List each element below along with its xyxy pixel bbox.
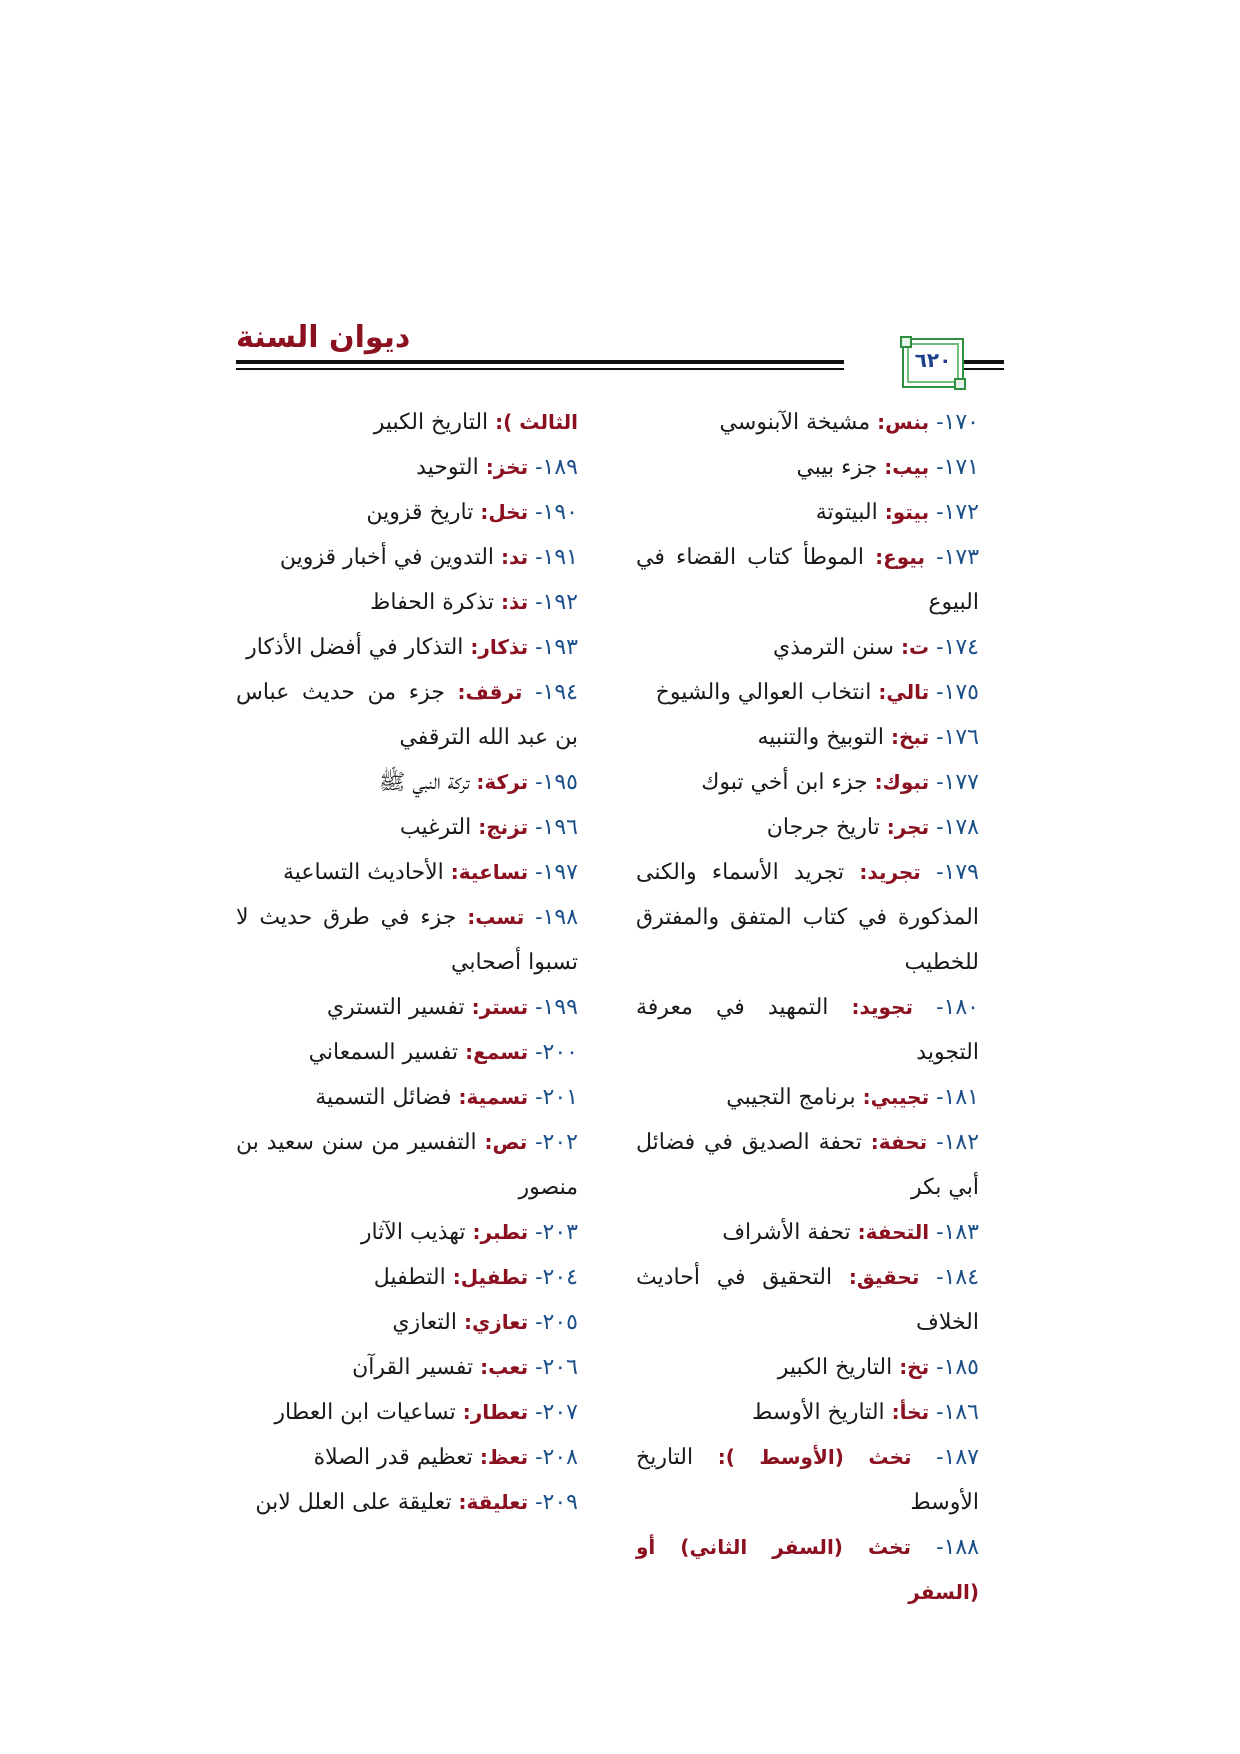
index-entry	[636, 985, 979, 1075]
index-entry	[236, 535, 578, 580]
index-entry	[236, 805, 578, 850]
entry-number: ١٨٤-	[936, 1265, 980, 1290]
index-entry	[236, 1030, 578, 1075]
entry-symbol: تزنج:	[478, 815, 529, 839]
entry-title: جزء من حديث عباس بن عبد الله الترقفي	[236, 680, 578, 750]
entry-symbol: تخث (الأوسط ):	[717, 1445, 912, 1469]
entry-title: الترغيب	[399, 815, 472, 840]
entry-symbol: تسب:	[467, 905, 525, 929]
index-entry	[236, 895, 578, 985]
entry-number: ٢٠٠-	[535, 1040, 578, 1065]
entry-title: تحفة الصديق في فضائل أبي بكر	[636, 1130, 979, 1200]
index-entry	[236, 1255, 578, 1300]
index-entry	[636, 400, 979, 445]
index-entry	[236, 445, 578, 490]
entry-title: انتخاب العوالي والشيوخ	[655, 680, 872, 705]
entry-number: ١٩٩-	[535, 995, 578, 1020]
entry-symbol: تجيبي:	[862, 1085, 930, 1109]
index-entry	[236, 760, 578, 805]
entry-number: ١٩١-	[535, 545, 578, 570]
entry-symbol: ت:	[901, 635, 930, 659]
entry-title: التطفيل	[373, 1265, 446, 1290]
entry-symbol: تطفيل:	[452, 1265, 529, 1289]
index-entry	[236, 400, 578, 445]
header-rule-right	[964, 360, 1004, 364]
header-rule-right-thin	[964, 368, 1004, 370]
header-rule-thin	[236, 368, 844, 370]
entry-title: مشيخة الآبنوسي	[719, 410, 871, 435]
index-entry	[636, 625, 979, 670]
index-entry	[636, 760, 979, 805]
index-entry	[236, 1075, 578, 1120]
index-entry	[636, 1525, 979, 1615]
entry-title: تجريد الأسماء والكنى المذكورة في كتاب المتفق والمفترق للخطيب	[636, 860, 979, 975]
entry-title: الأحاديث التساعية	[282, 860, 444, 885]
entry-title: تفسير القرآن	[352, 1355, 474, 1380]
entry-number: ٢٠١-	[535, 1085, 578, 1110]
entry-symbol: تخأ:	[891, 1400, 930, 1424]
entry-number: ١٨٠-	[936, 995, 979, 1020]
index-entry	[236, 1435, 578, 1480]
entry-symbol: تخز:	[485, 455, 529, 479]
entry-title: جزء ابن أخي تبوك	[701, 770, 868, 795]
entry-number: ١٩٤-	[535, 680, 578, 705]
index-entry	[236, 580, 578, 625]
entry-number: ١٧٣-	[936, 545, 980, 570]
entry-symbol: تعازي:	[463, 1310, 529, 1334]
entry-number: ١٧٨-	[936, 815, 979, 840]
entry-number: ١٨٦-	[936, 1400, 979, 1425]
entry-number: ١٨٨-	[936, 1535, 980, 1560]
index-entry	[236, 1390, 578, 1435]
entry-symbol: تسمية:	[458, 1085, 529, 1109]
entry-number: ١٩٢-	[535, 590, 578, 615]
entry-number: ١٩٨-	[535, 905, 579, 930]
entry-symbol: التحفة:	[857, 1220, 930, 1244]
entry-number: ١٧٩-	[936, 860, 979, 885]
entry-title: تفسير السمعاني	[308, 1040, 459, 1065]
entry-title: تاريخ قزوين	[366, 500, 474, 525]
entry-title: سنن الترمذي	[773, 635, 894, 660]
entry-title: تساعيات ابن العطار	[274, 1400, 456, 1425]
index-entry	[636, 1120, 979, 1210]
entry-number: ١٨٢-	[936, 1130, 980, 1155]
entry-symbol: تالي:	[878, 680, 930, 704]
index-entry	[636, 1435, 979, 1525]
entry-number: ١٧٠-	[936, 410, 979, 435]
entry-title: تفسير التستري	[326, 995, 465, 1020]
right-column	[636, 400, 979, 1615]
index-entry	[636, 850, 979, 985]
entry-symbol: تص:	[484, 1130, 528, 1154]
entry-title: الموطأ كتاب القضاء في البيوع	[636, 545, 979, 615]
index-entry	[636, 445, 979, 490]
entry-number: ١٩٧-	[535, 860, 578, 885]
entry-number: ١٧٦-	[936, 725, 979, 750]
page-header	[236, 318, 1004, 398]
entry-symbol: ترقف:	[457, 680, 523, 704]
entry-symbol: تخث (السفر الثاني) أو (السفر	[636, 1535, 979, 1604]
entry-symbol: تعطار:	[462, 1400, 529, 1424]
index-entry	[236, 625, 578, 670]
entry-symbol: تعب:	[480, 1355, 529, 1379]
left-column	[236, 400, 578, 1525]
entry-symbol: تبخ:	[891, 725, 930, 749]
entry-title: التذكار في أفضل الأذكار	[246, 635, 464, 660]
entry-number: ١٨٥-	[936, 1355, 979, 1380]
header-rule	[236, 360, 844, 364]
index-entry	[636, 1345, 979, 1390]
entry-number: ١٧٥-	[936, 680, 979, 705]
entry-title: التحقيق في أحاديث الخلاف	[636, 1265, 979, 1335]
entry-title: تركة النبي ﷺ	[378, 770, 470, 795]
entry-number: ١٧١-	[936, 455, 979, 480]
entry-title: التوحيد	[416, 455, 479, 480]
entry-title: جزء بيبي	[796, 455, 878, 480]
entry-title: تحفة الأشراف	[722, 1220, 851, 1245]
entry-title: التمهيد في معرفة التجويد	[636, 995, 979, 1065]
entry-title: التاريخ الكبير	[373, 410, 489, 435]
entry-title: تاريخ جرجان	[766, 815, 880, 840]
entry-symbol: تجريد:	[859, 860, 921, 884]
entry-title: تعظيم قدر الصلاة	[313, 1445, 473, 1470]
entry-number: ٢٠٩-	[535, 1490, 578, 1515]
entry-number: ٢٠٣-	[535, 1220, 578, 1245]
index-entry	[236, 850, 578, 895]
entry-number: ٢٠٤-	[535, 1265, 578, 1290]
index-entry	[636, 670, 979, 715]
entry-symbol: تبوك:	[874, 770, 930, 794]
entry-symbol: الثالث ):	[495, 410, 578, 434]
entry-number: ٢٠٥-	[535, 1310, 578, 1335]
index-entry	[636, 1390, 979, 1435]
index-entry	[636, 715, 979, 760]
entry-symbol: تطبر:	[472, 1220, 529, 1244]
entry-symbol: تجر:	[886, 815, 930, 839]
entry-number: ٢٠٧-	[535, 1400, 578, 1425]
entry-title: التاريخ الأوسط	[751, 1400, 885, 1425]
entry-symbol: تساعية:	[450, 860, 529, 884]
entry-title: برنامج التجيبي	[726, 1085, 856, 1110]
entry-symbol: تحفة:	[870, 1130, 928, 1154]
entry-number: ١٧٤-	[936, 635, 979, 660]
entry-title: التاريخ الكبير	[777, 1355, 893, 1380]
entry-title: تذكرة الحفاظ	[370, 590, 495, 615]
entry-title: تعليقة على العلل لابن	[255, 1490, 452, 1515]
index-entry	[236, 670, 578, 760]
index-entry	[236, 1480, 578, 1525]
entry-symbol: تد:	[501, 545, 529, 569]
entry-number: ٢٠٨-	[535, 1445, 578, 1470]
entry-title: التفسير من سنن سعيد بن منصور	[236, 1130, 578, 1200]
entry-symbol: تستر:	[471, 995, 529, 1019]
entry-number: ١٧٢-	[936, 500, 979, 525]
index-entry	[636, 490, 979, 535]
entry-symbol: تركة:	[476, 770, 529, 794]
entry-number: ١٨٧-	[936, 1445, 979, 1470]
entry-number: ١٩٠-	[535, 500, 578, 525]
entry-symbol: تذكار:	[470, 635, 529, 659]
entry-number: ١٩٦-	[535, 815, 578, 840]
entry-number: ١٨١-	[936, 1085, 979, 1110]
entry-number: ١٩٥-	[535, 770, 578, 795]
entry-title: التاريخ الأوسط	[636, 1445, 979, 1515]
index-entry	[236, 1345, 578, 1390]
index-entry	[636, 1210, 979, 1255]
entry-number: ١٨٩-	[535, 455, 578, 480]
entry-number: ١٨٣-	[936, 1220, 979, 1245]
index-entry	[236, 1210, 578, 1255]
index-entry	[636, 1075, 979, 1120]
entry-symbol: تعظ:	[479, 1445, 529, 1469]
entry-symbol: تخ:	[899, 1355, 930, 1379]
page-number: ٦٢٠	[914, 348, 952, 372]
book-title: ديوان السنة	[236, 320, 411, 355]
entry-title: فضائل التسمية	[315, 1085, 452, 1110]
entry-symbol: تحقيق:	[848, 1265, 920, 1289]
entry-title: التدوين في أخبار قزوين	[279, 545, 495, 570]
entry-symbol: بيتو:	[884, 500, 930, 524]
entry-title: التعازي	[392, 1310, 457, 1335]
index-entry	[236, 490, 578, 535]
index-entry	[636, 805, 979, 850]
page-number-frame	[902, 338, 964, 388]
index-entry	[236, 985, 578, 1030]
index-entry	[636, 535, 979, 625]
entry-symbol: بيب:	[884, 455, 930, 479]
entry-title: البيتوتة	[815, 500, 878, 525]
index-entry	[236, 1300, 578, 1345]
entry-symbol: بيوع:	[875, 545, 925, 569]
index-entry	[636, 1255, 979, 1345]
entry-number: ٢٠٦-	[535, 1355, 578, 1380]
entry-symbol: تذ:	[501, 590, 529, 614]
entry-title: التوبيخ والتنبيه	[757, 725, 885, 750]
entry-symbol: تعليقة:	[458, 1490, 529, 1514]
entry-number: ١٧٧-	[936, 770, 979, 795]
entry-title: جزء في طرق حديث لا تسبوا أصحابي	[236, 905, 578, 975]
entry-symbol: بنس:	[877, 410, 930, 434]
index-entry	[236, 1120, 578, 1210]
entry-symbol: تجويد:	[851, 995, 914, 1019]
entry-number: ٢٠٢-	[535, 1130, 578, 1155]
entry-number: ١٩٣-	[535, 635, 578, 660]
entry-symbol: تسمع:	[465, 1040, 529, 1064]
entry-title: تهذيب الآثار	[360, 1220, 466, 1245]
entry-symbol: تخل:	[480, 500, 529, 524]
